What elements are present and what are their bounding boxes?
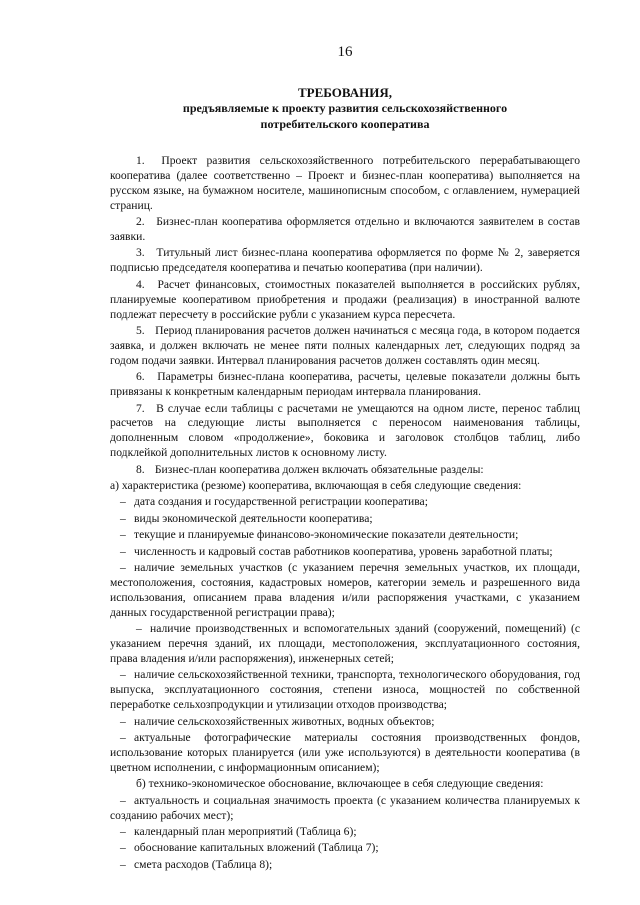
list-item [110,668,580,713]
item-number: 2. [136,215,145,229]
section-b-heading: б) технико-экономическое обоснование, включающее в себя следующие сведения: [136,777,544,791]
numbered-item [110,278,580,323]
section-b-list [110,794,580,873]
dash-bullet: – [120,511,126,525]
list-item-text: обоснование капитальных вложений (Таблица 7); [134,841,379,855]
list-item [110,512,580,527]
item-text: Параметры бизнес-плана кооператива, расчеты, целевые показатели должны быть привязаны к конкретным календарным периодам интервала планирования. [110,370,580,399]
numbered-item [110,246,580,276]
item-text: Бизнес-план кооператива должен включать обязательные разделы: [152,462,484,476]
list-item [110,545,580,560]
numbered-item [110,154,580,214]
numbered-item [110,324,580,369]
item-number: 5. [136,323,145,337]
dash-bullet: – [120,857,126,871]
item-number: 3. [136,246,145,260]
dash-bullet: – [136,622,142,636]
numbered-item [110,402,580,462]
list-item [110,731,580,776]
numbered-list [110,154,580,478]
list-item [110,528,580,543]
section-a-heading: а) характеристика (резюме) кооператива, включающая в себя следующие сведения: [110,479,522,493]
list-item-text: текущие и планируемые финансово-экономические показатели деятельности; [134,528,519,542]
item-text: Расчет финансовых, стоимостных показателей выполняется в российских рублях, планируемые кооперативом приобретения и продажи (реализация) в иностранной валюте подлежат пересчету в российские рубли с указанием курса пересчета. [110,277,580,321]
dash-bullet: – [120,544,126,558]
list-item-text: смета расходов (Таблица 8); [134,857,273,871]
list-item-text: численность и кадровый состав работников кооператива, уровень заработной платы; [134,544,553,558]
document-title: ТРЕБОВАНИЯ, [297,85,392,100]
list-item-text: актуальные фотографические материалы состояния производственных фондов, использование которых планируется (или уже используются) в деятельности кооператива (в цветном исполнении, с информационным описанием); [110,731,580,774]
list-item-text: наличие производственных и вспомогательных зданий (сооружений, помещений) (с указанием перечня зданий, их площади, местоположения, эксплуатационного состояния, права владения и/или распоряжения), инженерных сетей; [110,622,580,665]
item-number: 1. [136,154,145,167]
item-text: Проект развития сельскохозяйственного потребительского перерабатывающего кооператива (далее соответственно – Проект и бизнес-план кооператива) выполняется на русском языке, на бумажном носителе, машинописным способом, с оглавлением, нумерацией страниц. [110,154,580,212]
document-subtitle [110,101,580,132]
dash-bullet: – [120,841,126,855]
dash-bullet: – [120,731,126,745]
list-item-text: наличие земельных участков (с указанием перечня земельных участков, их площади, местоположения, состояния, кадастровых номеров, категории земель и разрешенного вида использования, описанием права владения и/или распоряжения участками, с указанием данных государственной регистрации права); [110,561,580,619]
item-number: 6. [136,370,145,384]
item-text: В случае если таблицы с расчетами не умещаются на одном листе, перенос таблиц расчетов на следующие листы выполняется с переносом наименования таблицы, дополненным словом «продолжение», боковика и заголовок столбцов таблиц, либо подклейкой дополнительных листов к основному листу. [110,401,580,460]
list-item [110,841,580,856]
item-text: Бизнес-план кооператива оформляется отдельно и включаются заявителем в состав заявки. [110,215,580,244]
dash-bullet: – [120,561,126,575]
list-item [110,495,580,510]
list-item [110,561,580,621]
list-item [110,794,580,824]
list-item [110,825,580,840]
dash-bullet: – [120,495,126,509]
list-item [110,858,580,873]
subtitle-line-2: потребительского кооператива [260,116,430,131]
list-item [110,715,580,730]
section-a-list [110,495,580,775]
numbered-item [110,463,580,478]
list-item-text: виды экономической деятельности кооператива; [134,511,373,525]
dash-bullet: – [120,668,126,682]
list-item-text: наличие сельскохозяйственных животных, водных объектов; [134,714,435,728]
dash-bullet: – [120,528,126,542]
document-body [110,154,580,873]
list-item-text: дата создания и государственной регистрации кооператива; [134,495,428,509]
page-number: 16 [337,44,353,60]
dash-bullet: – [120,714,126,728]
dash-bullet: – [120,793,126,807]
item-number: 7. [136,401,145,415]
subtitle-line-1: предъявляемые к проекту развития сельскохозяйственного [182,101,508,115]
numbered-item [110,370,580,400]
list-item-text: актуальность и социальная значимость проекта (с указанием количества планируемых к созданию рабочих мест); [110,793,580,822]
numbered-item [110,215,580,245]
item-number: 4. [136,277,145,291]
list-item-text: календарный план мероприятий (Таблица 6); [134,824,357,838]
list-item [110,622,580,667]
list-item-text: наличие сельскохозяйственной техники, транспорта, технологического оборудования, год выпуска, эксплуатационного состояния, степени износа, мощностей по собственной переработке сельхозпродукции и утилизации отходов производства; [110,668,580,712]
item-text: Период планирования расчетов должен начинаться с месяца года, в котором подается заявка, и должен включать не менее пяти полных календарных лет, следующих подряд за годом подачи заявки. Интервал планирования расчетов должен составлять один месяц. [110,323,580,367]
item-number: 8. [136,462,145,476]
item-text: Титульный лист бизнес-плана кооператива оформляется по форме № 2, заверяется подписью председателя кооператива и печатью кооператива (при наличии). [110,246,580,275]
dash-bullet: – [120,824,126,838]
